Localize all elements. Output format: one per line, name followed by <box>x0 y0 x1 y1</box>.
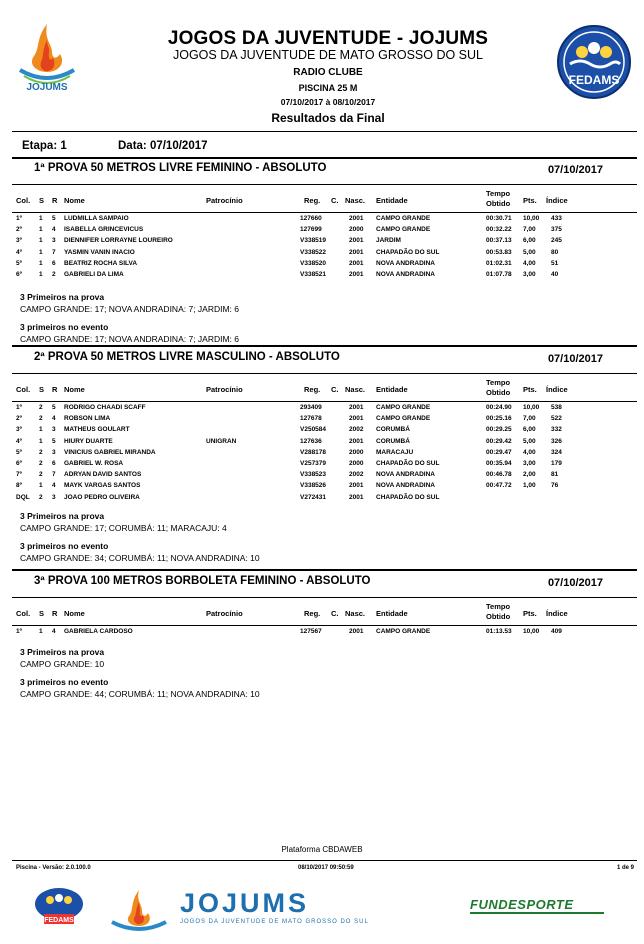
cell-nasc: 2000 <box>349 226 364 234</box>
cell-tempo: 00:32.22 <box>486 226 512 234</box>
col-header-patrocinio: Patrocínio <box>206 609 243 618</box>
results-table <box>12 214 637 281</box>
cell-ent: CAMPO GRANDE <box>376 628 431 635</box>
cell-nome: ISABELLA GRINCEVICUS <box>64 226 144 234</box>
col-header-reg: Reg. <box>304 196 321 205</box>
cell-nasc: 2001 <box>349 248 364 256</box>
col-header-s: S <box>39 385 45 394</box>
cell-ent: CHAPADÃO DO SUL <box>376 493 440 501</box>
cell-nome: YASMIN VANIN INACIO <box>64 248 135 256</box>
cell-col: 1º <box>16 215 22 222</box>
col-header-pts: Pts. <box>523 609 537 618</box>
cell-col: 2º <box>16 415 22 423</box>
cell-nasc: 2001 <box>349 493 364 501</box>
cell-nome: MATHEUS GOULART <box>64 426 130 434</box>
section-rule <box>12 569 637 571</box>
table-row <box>12 214 637 225</box>
jojums-tagline: JOGOS DA JUVENTUDE DE MATO GROSSO DO SUL <box>180 919 369 925</box>
event-date: 07/10/2017 <box>547 164 603 176</box>
header-underline <box>12 212 637 213</box>
cell-nasc: 2001 <box>349 404 364 411</box>
cell-tempo: 01:02.31 <box>486 259 512 267</box>
cell-ent: MARACAJU <box>376 448 414 456</box>
cell-ent: CAMPO GRANDE <box>376 404 431 411</box>
cell-ent: CHAPADÃO DO SUL <box>376 459 440 467</box>
cell-col: DQL <box>16 493 30 501</box>
table-row <box>12 627 637 638</box>
cell-pts: 3,00 <box>523 270 536 278</box>
cell-nome: GABRIELI DA LIMA <box>64 270 124 278</box>
col-header-c: C. <box>331 385 339 394</box>
col-header-patrocinio: Patrocínio <box>206 196 243 205</box>
sponsor-banner <box>0 880 644 944</box>
col-header-s: S <box>39 609 45 618</box>
table-row <box>12 425 637 436</box>
cell-tempo: 00:29.47 <box>486 448 512 456</box>
event-date: 07/10/2017 <box>547 577 603 589</box>
cell-tempo: 01:13.53 <box>486 628 512 635</box>
fedams-logo <box>556 24 632 100</box>
page-subtitle: JOGOS DA JUVENTUDE DE MATO GROSSO DO SUL <box>172 48 483 62</box>
cell-nome: ROBSON LIMA <box>64 415 111 423</box>
table-row <box>12 414 637 425</box>
cell-reg: 127567 <box>300 628 322 635</box>
cell-reg: V338522 <box>300 248 327 256</box>
column-header-row <box>12 601 637 625</box>
cell-reg: V338526 <box>300 482 327 490</box>
cell-ent: CHAPADÃO DO SUL <box>376 248 440 256</box>
cell-nome: RODRIGO CHAADI SCAFF <box>64 404 146 411</box>
col-header-nome: Nome <box>64 196 85 205</box>
cell-s: 1 <box>39 437 43 445</box>
cell-tempo: 00:29.42 <box>486 437 512 445</box>
cell-nome: MAYK VARGAS SANTOS <box>64 482 141 490</box>
cell-ent: CAMPO GRANDE <box>376 215 431 222</box>
cell-reg: 127678 <box>300 415 322 423</box>
cell-pts: 1,00 <box>523 482 536 490</box>
cell-tempo: 00:53.83 <box>486 248 512 256</box>
svg-text:FEDAMS: FEDAMS <box>568 73 620 87</box>
top3-event-label: 3 primeiros no evento <box>20 541 109 551</box>
col-header-indice: Índice <box>546 385 568 394</box>
cell-s: 1 <box>39 482 43 490</box>
cell-tempo: 00:46.78 <box>486 471 512 479</box>
col-header-nome: Nome <box>64 609 85 618</box>
cell-reg: 127660 <box>300 215 322 222</box>
cell-reg: V272431 <box>300 493 327 501</box>
cell-ind: 522 <box>551 415 562 423</box>
cell-ind: 81 <box>551 471 559 479</box>
header-rule <box>12 131 637 132</box>
cell-pts: 4,00 <box>523 448 536 456</box>
cell-pts: 6,00 <box>523 237 536 245</box>
cell-r: 3 <box>52 237 56 245</box>
col-header-nasc: Nasc. <box>345 196 366 205</box>
cell-tempo: 00:37.13 <box>486 237 512 245</box>
cell-col: 1º <box>16 628 22 635</box>
cell-reg: 127699 <box>300 226 322 234</box>
cell-ent: CAMPO GRANDE <box>376 415 431 423</box>
col-header-col: Col. <box>16 385 31 394</box>
cell-nome: DIENNIFER LORRAYNE LOUREIRO <box>64 237 173 245</box>
footer-rule <box>12 860 637 861</box>
cell-col: 3º <box>16 426 22 434</box>
cell-pts: 7,00 <box>523 415 536 423</box>
top3-event-text: CAMPO GRANDE: 44; CORUMBÁ: 11; NOVA ANDRADINA: 10 <box>20 689 260 699</box>
event-title: 2ª PROVA 50 METROS LIVRE MASCULINO - ABSOLUTO <box>34 351 340 363</box>
section-rule <box>12 345 637 347</box>
fundesporte-logo: FUNDESPORTE <box>470 897 574 912</box>
cell-s: 2 <box>39 493 43 501</box>
table-row <box>12 248 637 259</box>
col-header-r: R <box>52 609 58 618</box>
cell-reg: 293409 <box>300 404 322 411</box>
cell-tempo: 00:29.25 <box>486 426 512 434</box>
stage-rule <box>12 157 637 159</box>
cell-col: 4º <box>16 248 22 256</box>
top3-event-text: CAMPO GRANDE: 17; NOVA ANDRADINA: 7; JARDIM: 6 <box>20 334 240 344</box>
col-header-nasc: Nasc. <box>345 609 366 618</box>
col-header-r: R <box>52 196 58 205</box>
cell-ent: NOVA ANDRADINA <box>376 471 435 479</box>
cell-col: 1º <box>16 404 22 411</box>
cell-reg: V257379 <box>300 459 327 467</box>
top3-race-label: 3 Primeiros na prova <box>20 647 105 657</box>
cell-ind: 80 <box>551 248 559 256</box>
cell-nasc: 2002 <box>349 426 364 434</box>
event-rule <box>12 597 637 598</box>
cell-s: 2 <box>39 404 43 411</box>
cell-pts: 2,00 <box>523 471 536 479</box>
table-row <box>12 225 637 236</box>
header-underline <box>12 401 637 402</box>
cell-pts: 10,00 <box>523 215 540 222</box>
cell-s: 1 <box>39 270 43 278</box>
col-header-indice: Índice <box>546 196 568 205</box>
col-header-s: S <box>39 196 45 205</box>
col-header-tempo: Tempo <box>486 378 511 387</box>
cell-ent: JARDIM <box>376 237 401 245</box>
fedams-banner-logo <box>30 886 88 926</box>
results-heading: Resultados da Final <box>271 111 385 125</box>
col-header-entidade: Entidade <box>376 196 408 205</box>
column-header-row <box>12 188 637 212</box>
cell-r: 4 <box>52 628 56 635</box>
table-row <box>12 236 637 247</box>
cell-tempo: 00:25.16 <box>486 415 512 423</box>
cell-pat: UNIGRAN <box>206 437 237 445</box>
cell-pts: 4,00 <box>523 259 536 267</box>
table-row <box>12 459 637 470</box>
cell-nome: HIURY DUARTE <box>64 437 113 445</box>
cell-s: 1 <box>39 248 43 256</box>
cell-tempo: 00:30.71 <box>486 215 512 222</box>
cell-ent: CORUMBÁ <box>376 437 410 445</box>
cell-ent: NOVA ANDRADINA <box>376 482 435 490</box>
page-number: 1 de 9 <box>616 865 634 871</box>
cell-col: 8º <box>16 482 22 490</box>
cell-col: 6º <box>16 270 22 278</box>
cell-nome: JOAO PEDRO OLIVEIRA <box>64 493 140 501</box>
cell-nome: GABRIELA CARDOSO <box>64 628 133 635</box>
cell-col: 5º <box>16 259 22 267</box>
top3-race-text: CAMPO GRANDE: 10 <box>20 659 105 669</box>
competition-dates: 07/10/2017 à 08/10/2017 <box>280 97 376 107</box>
cell-ind: 409 <box>551 628 562 635</box>
cell-col: 2º <box>16 226 22 234</box>
pool-size: PISCINA 25 M <box>298 83 358 93</box>
top3-race-text: CAMPO GRANDE: 17; CORUMBÁ: 11; MARACAJU: 4 <box>20 523 227 533</box>
cell-ind: 375 <box>551 226 562 234</box>
cell-r: 4 <box>52 482 56 490</box>
cell-reg: V250584 <box>300 426 327 434</box>
table-row <box>12 448 637 459</box>
cell-pts: 7,00 <box>523 226 536 234</box>
event-rule <box>12 184 637 185</box>
results-table <box>12 403 637 504</box>
cell-s: 1 <box>39 237 43 245</box>
header-underline <box>12 625 637 626</box>
cell-nome: GABRIEL W. ROSA <box>64 459 124 467</box>
cell-ind: 433 <box>551 215 562 222</box>
cell-ind: 326 <box>551 437 562 445</box>
software-version: Piscina - Versão: 2.0.100.0 <box>16 865 91 871</box>
col-header-nome: Nome <box>64 385 85 394</box>
cell-nasc: 2001 <box>349 259 364 267</box>
cell-tempo: 00:35.94 <box>486 459 512 467</box>
table-row <box>12 437 637 448</box>
results-table <box>12 627 637 638</box>
col-header-entidade: Entidade <box>376 609 408 618</box>
cell-nasc: 2001 <box>349 215 364 222</box>
cell-ent: CAMPO GRANDE <box>376 226 431 234</box>
cell-nasc: 2000 <box>349 459 364 467</box>
col-header-entidade: Entidade <box>376 385 408 394</box>
venue-name: RADIO CLUBE <box>293 67 363 78</box>
cell-reg: V288178 <box>300 448 327 456</box>
event-date: 07/10/2017 <box>547 353 603 365</box>
cell-nasc: 2001 <box>349 237 364 245</box>
cell-nome: BEATRIZ ROCHA SILVA <box>64 259 138 267</box>
cell-pts: 5,00 <box>523 437 536 445</box>
cell-ind: 332 <box>551 426 562 434</box>
cell-nome: LUDMILLA SAMPAIO <box>64 215 129 222</box>
cell-ind: 324 <box>551 448 562 456</box>
col-header-tempo: Tempo <box>486 602 511 611</box>
col-header-c: C. <box>331 196 339 205</box>
cell-pts: 5,00 <box>523 248 536 256</box>
cell-ent: CORUMBÁ <box>376 426 410 434</box>
cell-pts: 6,00 <box>523 426 536 434</box>
top3-race-label: 3 Primeiros na prova <box>20 511 105 521</box>
cell-s: 2 <box>39 471 43 479</box>
cell-reg: V338519 <box>300 237 327 245</box>
top3-event-text: CAMPO GRANDE: 34; CORUMBÁ: 11; NOVA ANDRADINA: 10 <box>20 553 260 563</box>
cell-ind: 245 <box>551 237 562 245</box>
cell-reg: V338521 <box>300 270 327 278</box>
cell-tempo: 01:07.78 <box>486 270 512 278</box>
cell-nasc: 2001 <box>349 437 364 445</box>
col-header-c: C. <box>331 609 339 618</box>
cell-r: 7 <box>52 248 56 256</box>
cell-r: 3 <box>52 448 56 456</box>
cell-tempo: 00:47.72 <box>486 482 512 490</box>
table-row <box>12 493 637 504</box>
cell-pts: 3,00 <box>523 459 536 467</box>
cell-s: 2 <box>39 459 43 467</box>
table-row <box>12 270 637 281</box>
cell-r: 6 <box>52 459 56 467</box>
col-header-obtido: Obtido <box>486 612 511 621</box>
cell-r: 6 <box>52 259 56 267</box>
cell-r: 3 <box>52 493 56 501</box>
top3-event-label: 3 primeiros no evento <box>20 322 109 332</box>
col-header-tempo: Tempo <box>486 189 511 198</box>
jojums-logo <box>14 22 80 92</box>
table-row <box>12 403 637 414</box>
cell-nasc: 2001 <box>349 270 364 278</box>
cell-tempo: 00:24.90 <box>486 404 512 411</box>
cell-nasc: 2001 <box>349 628 364 635</box>
cell-nome: VINICIUS GABRIEL MIRANDA <box>64 448 156 456</box>
cell-r: 7 <box>52 471 56 479</box>
cell-col: 6º <box>16 459 22 467</box>
cell-ind: 51 <box>551 259 559 267</box>
col-header-reg: Reg. <box>304 385 321 394</box>
cell-col: 5º <box>16 448 22 456</box>
col-header-col: Col. <box>16 196 31 205</box>
col-header-col: Col. <box>16 609 31 618</box>
cell-r: 4 <box>52 415 56 423</box>
col-header-nasc: Nasc. <box>345 385 366 394</box>
cell-ind: 40 <box>551 270 559 278</box>
col-header-indice: Índice <box>546 609 568 618</box>
print-timestamp: 08/10/2017 09:50:59 <box>298 865 354 871</box>
cell-r: 5 <box>52 437 56 445</box>
cell-r: 2 <box>52 270 56 278</box>
cell-s: 1 <box>39 226 43 234</box>
cell-s: 1 <box>39 215 43 222</box>
cell-r: 5 <box>52 404 56 411</box>
cell-reg: V338523 <box>300 471 327 479</box>
cell-ind: 76 <box>551 482 559 490</box>
cell-col: 3º <box>16 237 22 245</box>
fundesporte-underline <box>470 912 604 914</box>
cell-reg: V338520 <box>300 259 327 267</box>
table-row <box>12 481 637 492</box>
page-title: JOGOS DA JUVENTUDE - JOJUMS <box>167 28 489 49</box>
event-title: 1ª PROVA 50 METROS LIVRE FEMININO - ABSOLUTO <box>34 162 327 174</box>
platform-label: Plataforma CBDAWEB <box>281 845 363 854</box>
cell-nasc: 2001 <box>349 482 364 490</box>
cell-ind: 179 <box>551 459 562 467</box>
svg-text:JOJUMS: JOJUMS <box>26 82 68 92</box>
col-header-pts: Pts. <box>523 385 537 394</box>
cell-pts: 10,00 <box>523 628 540 635</box>
top3-event-label: 3 primeiros no evento <box>20 677 109 687</box>
top3-race-label: 3 Primeiros na prova <box>20 292 105 302</box>
cell-r: 5 <box>52 215 56 222</box>
cell-reg: 127636 <box>300 437 322 445</box>
stage-date: Data: 07/10/2017 <box>118 140 208 152</box>
event-rule <box>12 373 637 374</box>
cell-s: 1 <box>39 259 43 267</box>
cell-col: 4º <box>16 437 22 445</box>
cell-s: 1 <box>39 628 43 635</box>
col-header-obtido: Obtido <box>486 388 511 397</box>
jojums-wordmark: JOJUMS <box>180 888 310 918</box>
cell-nasc: 2000 <box>349 448 364 456</box>
col-header-r: R <box>52 385 58 394</box>
cell-nome: ADRYAN DAVID SANTOS <box>64 471 142 479</box>
cell-col: 7º <box>16 471 22 479</box>
cell-r: 4 <box>52 226 56 234</box>
cell-pts: 10,00 <box>523 404 540 411</box>
col-header-reg: Reg. <box>304 609 321 618</box>
top3-race-text: CAMPO GRANDE: 17; NOVA ANDRADINA: 7; JARDIM: 6 <box>20 304 240 314</box>
svg-text:FEDAMS: FEDAMS <box>44 917 74 924</box>
cell-nasc: 2001 <box>349 415 364 423</box>
cell-nasc: 2002 <box>349 471 364 479</box>
col-header-obtido: Obtido <box>486 199 511 208</box>
cell-s: 2 <box>39 448 43 456</box>
col-header-patrocinio: Patrocínio <box>206 385 243 394</box>
flame-logo <box>108 888 170 932</box>
cell-s: 2 <box>39 415 43 423</box>
table-row <box>12 259 637 270</box>
event-title: 3ª PROVA 100 METROS BORBOLETA FEMININO - ABSOLUTO <box>34 575 371 587</box>
column-header-row <box>12 377 637 401</box>
cell-ind: 538 <box>551 404 562 411</box>
cell-ent: NOVA ANDRADINA <box>376 259 435 267</box>
cell-ent: NOVA ANDRADINA <box>376 270 435 278</box>
col-header-pts: Pts. <box>523 196 537 205</box>
table-row <box>12 470 637 481</box>
cell-r: 3 <box>52 426 56 434</box>
stage-label: Etapa: 1 <box>22 140 67 152</box>
cell-s: 1 <box>39 426 43 434</box>
